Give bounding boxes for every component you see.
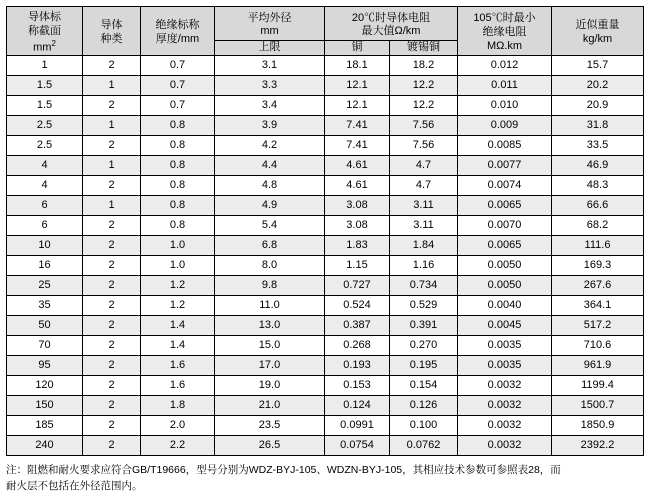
cell-resistance-tinned-copper: 4.7 <box>390 155 458 175</box>
cell-insulation-resistance: 0.0074 <box>458 175 552 195</box>
cell-insulation-resistance: 0.0032 <box>458 415 552 435</box>
table-row <box>7 315 644 335</box>
cell-approx-weight: 48.3 <box>552 175 644 195</box>
cell-insulation-resistance: 0.0065 <box>458 195 552 215</box>
cell-insulation-thickness: 1.4 <box>141 335 215 355</box>
cell-resistance-copper: 4.61 <box>325 155 390 175</box>
cell-conductor-type: 2 <box>83 375 141 395</box>
cell-resistance-copper: 12.1 <box>325 95 390 115</box>
cell-insulation-thickness: 1.8 <box>141 395 215 415</box>
cell-insulation-thickness: 0.8 <box>141 215 215 235</box>
cell-conductor-type: 2 <box>83 295 141 315</box>
cell-insulation-thickness: 0.8 <box>141 195 215 215</box>
cell-conductor-type: 2 <box>83 435 141 455</box>
cell-avg-outer-diameter: 3.9 <box>215 115 325 135</box>
cell-avg-outer-diameter: 19.0 <box>215 375 325 395</box>
cell-approx-weight: 66.6 <box>552 195 644 215</box>
cell-resistance-copper: 0.268 <box>325 335 390 355</box>
cell-insulation-thickness: 0.8 <box>141 135 215 155</box>
cell-resistance-copper: 4.61 <box>325 175 390 195</box>
cell-conductor-section: 10 <box>7 235 83 255</box>
cell-conductor-section: 4 <box>7 175 83 195</box>
cell-resistance-tinned-copper: 0.126 <box>390 395 458 415</box>
cell-avg-outer-diameter: 8.0 <box>215 255 325 275</box>
cell-resistance-copper: 1.15 <box>325 255 390 275</box>
cell-insulation-resistance: 0.0032 <box>458 435 552 455</box>
cell-conductor-section: 16 <box>7 255 83 275</box>
cell-approx-weight: 267.6 <box>552 275 644 295</box>
cell-resistance-copper: 7.41 <box>325 115 390 135</box>
header-insulation-thickness: 绝缘标称 厚度/mm <box>141 7 215 56</box>
cell-insulation-resistance: 0.0032 <box>458 375 552 395</box>
cell-insulation-thickness: 1.2 <box>141 295 215 315</box>
cell-approx-weight: 2392.2 <box>552 435 644 455</box>
cell-approx-weight: 68.2 <box>552 215 644 235</box>
header-approx-weight: 近似重量 kg/km <box>552 7 644 56</box>
cell-conductor-type: 2 <box>83 235 141 255</box>
table-row <box>7 415 644 435</box>
cell-approx-weight: 111.6 <box>552 235 644 255</box>
cell-conductor-type: 2 <box>83 255 141 275</box>
cell-avg-outer-diameter: 4.2 <box>215 135 325 155</box>
cell-conductor-section: 150 <box>7 395 83 415</box>
table-row <box>7 135 644 155</box>
cell-conductor-type: 1 <box>83 155 141 175</box>
cell-insulation-thickness: 1.6 <box>141 355 215 375</box>
table-row <box>7 55 644 75</box>
cell-insulation-resistance: 0.0085 <box>458 135 552 155</box>
table-row <box>7 375 644 395</box>
cell-conductor-type: 1 <box>83 195 141 215</box>
cell-insulation-resistance: 0.0070 <box>458 215 552 235</box>
cell-resistance-tinned-copper: 7.56 <box>390 135 458 155</box>
cell-resistance-tinned-copper: 0.0762 <box>390 435 458 455</box>
footnote-line-1: 注：阻燃和耐火要求应符合GB/T19666，型号分别为WDZ-BYJ-105、WDZN-BYJ-105，其相应技术参数可参照表28，而 <box>6 463 561 476</box>
cell-conductor-section: 70 <box>7 335 83 355</box>
cell-approx-weight: 20.9 <box>552 95 644 115</box>
cell-insulation-thickness: 2.2 <box>141 435 215 455</box>
cell-resistance-tinned-copper: 12.2 <box>390 95 458 115</box>
cell-resistance-copper: 3.08 <box>325 215 390 235</box>
table-row <box>7 355 644 375</box>
cell-resistance-copper: 7.41 <box>325 135 390 155</box>
cell-resistance-copper: 0.0754 <box>325 435 390 455</box>
cell-resistance-copper: 3.08 <box>325 195 390 215</box>
cell-insulation-thickness: 1.2 <box>141 275 215 295</box>
table-row <box>7 395 644 415</box>
cell-resistance-copper: 0.124 <box>325 395 390 415</box>
cell-insulation-resistance: 0.0045 <box>458 315 552 335</box>
cell-insulation-resistance: 0.010 <box>458 95 552 115</box>
cell-resistance-copper: 1.83 <box>325 235 390 255</box>
table-row <box>7 255 644 275</box>
cell-resistance-tinned-copper: 0.195 <box>390 355 458 375</box>
cell-avg-outer-diameter: 11.0 <box>215 295 325 315</box>
cell-avg-outer-diameter: 3.1 <box>215 55 325 75</box>
cell-conductor-section: 1.5 <box>7 95 83 115</box>
cell-resistance-tinned-copper: 1.16 <box>390 255 458 275</box>
cell-conductor-type: 2 <box>83 355 141 375</box>
table-row <box>7 235 644 255</box>
table-row <box>7 195 644 215</box>
cell-avg-outer-diameter: 4.8 <box>215 175 325 195</box>
header-conductor-section: 导体标 称截面 $mm^2$ <box>7 7 83 56</box>
cell-resistance-tinned-copper: 0.154 <box>390 375 458 395</box>
cell-insulation-resistance: 0.0032 <box>458 395 552 415</box>
cell-insulation-resistance: 0.009 <box>458 115 552 135</box>
cell-resistance-tinned-copper: 0.100 <box>390 415 458 435</box>
table-row <box>7 155 644 175</box>
cell-conductor-section: 185 <box>7 415 83 435</box>
cell-avg-outer-diameter: 9.8 <box>215 275 325 295</box>
table-footnote <box>6 463 643 494</box>
header-conductor-resistance-group: 20℃时导体电阻 最大值Ω/km <box>325 7 458 41</box>
cell-insulation-resistance: 0.0077 <box>458 155 552 175</box>
cell-resistance-tinned-copper: 12.2 <box>390 75 458 95</box>
cell-conductor-section: 6 <box>7 215 83 235</box>
cell-insulation-thickness: 0.7 <box>141 95 215 115</box>
cell-resistance-tinned-copper: 3.11 <box>390 195 458 215</box>
cell-approx-weight: 364.1 <box>552 295 644 315</box>
cell-insulation-thickness: 0.8 <box>141 175 215 195</box>
cell-approx-weight: 1850.9 <box>552 415 644 435</box>
header-diameter-upper-limit: 上限 <box>215 40 325 55</box>
cell-conductor-type: 2 <box>83 135 141 155</box>
cell-approx-weight: 169.3 <box>552 255 644 275</box>
footnote-line-2: 耐火层不包括在外径范围内。 <box>6 479 143 492</box>
table-body <box>7 55 644 455</box>
cell-insulation-thickness: 1.6 <box>141 375 215 395</box>
cell-conductor-type: 2 <box>83 275 141 295</box>
table-row <box>7 75 644 95</box>
cell-conductor-type: 2 <box>83 335 141 355</box>
cell-approx-weight: 15.7 <box>552 55 644 75</box>
cell-insulation-resistance: 0.0065 <box>458 235 552 255</box>
cell-approx-weight: 20.2 <box>552 75 644 95</box>
cell-conductor-type: 2 <box>83 315 141 335</box>
cell-resistance-tinned-copper: 18.2 <box>390 55 458 75</box>
cell-resistance-tinned-copper: 3.11 <box>390 215 458 235</box>
cell-insulation-thickness: 0.7 <box>141 75 215 95</box>
cell-resistance-copper: 0.387 <box>325 315 390 335</box>
cell-conductor-section: 240 <box>7 435 83 455</box>
cell-approx-weight: 31.8 <box>552 115 644 135</box>
cell-resistance-tinned-copper: 4.7 <box>390 175 458 195</box>
table-row <box>7 275 644 295</box>
cell-avg-outer-diameter: 21.0 <box>215 395 325 415</box>
cell-conductor-section: 6 <box>7 195 83 215</box>
cell-conductor-section: 50 <box>7 315 83 335</box>
header-insulation-resistance: 105℃时最小 绝缘电阻 MΩ.km <box>458 7 552 56</box>
cell-approx-weight: 517.2 <box>552 315 644 335</box>
table-header-row-top <box>7 7 644 41</box>
cell-conductor-type: 2 <box>83 415 141 435</box>
cell-avg-outer-diameter: 17.0 <box>215 355 325 375</box>
header-conductor-type: 导体 种类 <box>83 7 141 56</box>
cell-insulation-resistance: 0.0035 <box>458 335 552 355</box>
cell-resistance-copper: 12.1 <box>325 75 390 95</box>
cell-conductor-type: 2 <box>83 175 141 195</box>
cell-conductor-type: 2 <box>83 215 141 235</box>
cell-approx-weight: 46.9 <box>552 155 644 175</box>
cell-insulation-resistance: 0.0050 <box>458 275 552 295</box>
cell-conductor-type: 2 <box>83 395 141 415</box>
table-row <box>7 95 644 115</box>
cell-approx-weight: 961.9 <box>552 355 644 375</box>
cell-avg-outer-diameter: 5.4 <box>215 215 325 235</box>
cell-conductor-section: 2.5 <box>7 135 83 155</box>
cell-conductor-section: 1.5 <box>7 75 83 95</box>
header-resistance-tinned-copper: 镀锡铜 <box>390 40 458 55</box>
cell-resistance-copper: 0.153 <box>325 375 390 395</box>
cell-conductor-section: 35 <box>7 295 83 315</box>
cell-resistance-tinned-copper: 0.270 <box>390 335 458 355</box>
cell-resistance-copper: 18.1 <box>325 55 390 75</box>
table-row <box>7 175 644 195</box>
cell-conductor-type: 2 <box>83 95 141 115</box>
header-avg-outer-diameter: 平均外径 mm <box>215 7 325 41</box>
cell-conductor-section: 4 <box>7 155 83 175</box>
cell-avg-outer-diameter: 23.5 <box>215 415 325 435</box>
cell-avg-outer-diameter: 4.4 <box>215 155 325 175</box>
cell-resistance-copper: 0.524 <box>325 295 390 315</box>
cell-conductor-section: 1 <box>7 55 83 75</box>
table-row <box>7 435 644 455</box>
table-row <box>7 215 644 235</box>
cell-resistance-tinned-copper: 7.56 <box>390 115 458 135</box>
cell-approx-weight: 1199.4 <box>552 375 644 395</box>
table-row <box>7 295 644 315</box>
cell-insulation-thickness: 1.0 <box>141 255 215 275</box>
cell-insulation-thickness: 0.8 <box>141 155 215 175</box>
cell-insulation-thickness: 0.7 <box>141 55 215 75</box>
table-row <box>7 335 644 355</box>
cell-insulation-resistance: 0.0040 <box>458 295 552 315</box>
cell-conductor-section: 120 <box>7 375 83 395</box>
cell-conductor-type: 1 <box>83 75 141 95</box>
cell-insulation-thickness: 1.4 <box>141 315 215 335</box>
cell-resistance-tinned-copper: 0.391 <box>390 315 458 335</box>
cable-spec-table <box>6 6 644 456</box>
cell-approx-weight: 710.6 <box>552 335 644 355</box>
cell-avg-outer-diameter: 13.0 <box>215 315 325 335</box>
cell-conductor-section: 2.5 <box>7 115 83 135</box>
cell-insulation-resistance: 0.0050 <box>458 255 552 275</box>
cell-avg-outer-diameter: 6.8 <box>215 235 325 255</box>
cell-conductor-type: 2 <box>83 55 141 75</box>
cell-resistance-copper: 0.193 <box>325 355 390 375</box>
cell-resistance-tinned-copper: 1.84 <box>390 235 458 255</box>
table-header <box>7 7 644 56</box>
cell-insulation-thickness: 1.0 <box>141 235 215 255</box>
cell-insulation-resistance: 0.012 <box>458 55 552 75</box>
table-row <box>7 115 644 135</box>
cell-conductor-section: 95 <box>7 355 83 375</box>
cell-approx-weight: 1500.7 <box>552 395 644 415</box>
cell-avg-outer-diameter: 26.5 <box>215 435 325 455</box>
cell-resistance-copper: 0.0991 <box>325 415 390 435</box>
cell-insulation-thickness: 0.8 <box>141 115 215 135</box>
header-resistance-copper: 铜 <box>325 40 390 55</box>
cell-avg-outer-diameter: 3.3 <box>215 75 325 95</box>
cell-resistance-tinned-copper: 0.734 <box>390 275 458 295</box>
cell-resistance-copper: 0.727 <box>325 275 390 295</box>
cell-avg-outer-diameter: 3.4 <box>215 95 325 115</box>
cell-resistance-tinned-copper: 0.529 <box>390 295 458 315</box>
cell-insulation-resistance: 0.0035 <box>458 355 552 375</box>
cell-conductor-section: 25 <box>7 275 83 295</box>
cell-approx-weight: 33.5 <box>552 135 644 155</box>
cell-avg-outer-diameter: 4.9 <box>215 195 325 215</box>
cell-insulation-thickness: 2.0 <box>141 415 215 435</box>
cell-conductor-type: 1 <box>83 115 141 135</box>
cell-avg-outer-diameter: 15.0 <box>215 335 325 355</box>
cell-insulation-resistance: 0.011 <box>458 75 552 95</box>
